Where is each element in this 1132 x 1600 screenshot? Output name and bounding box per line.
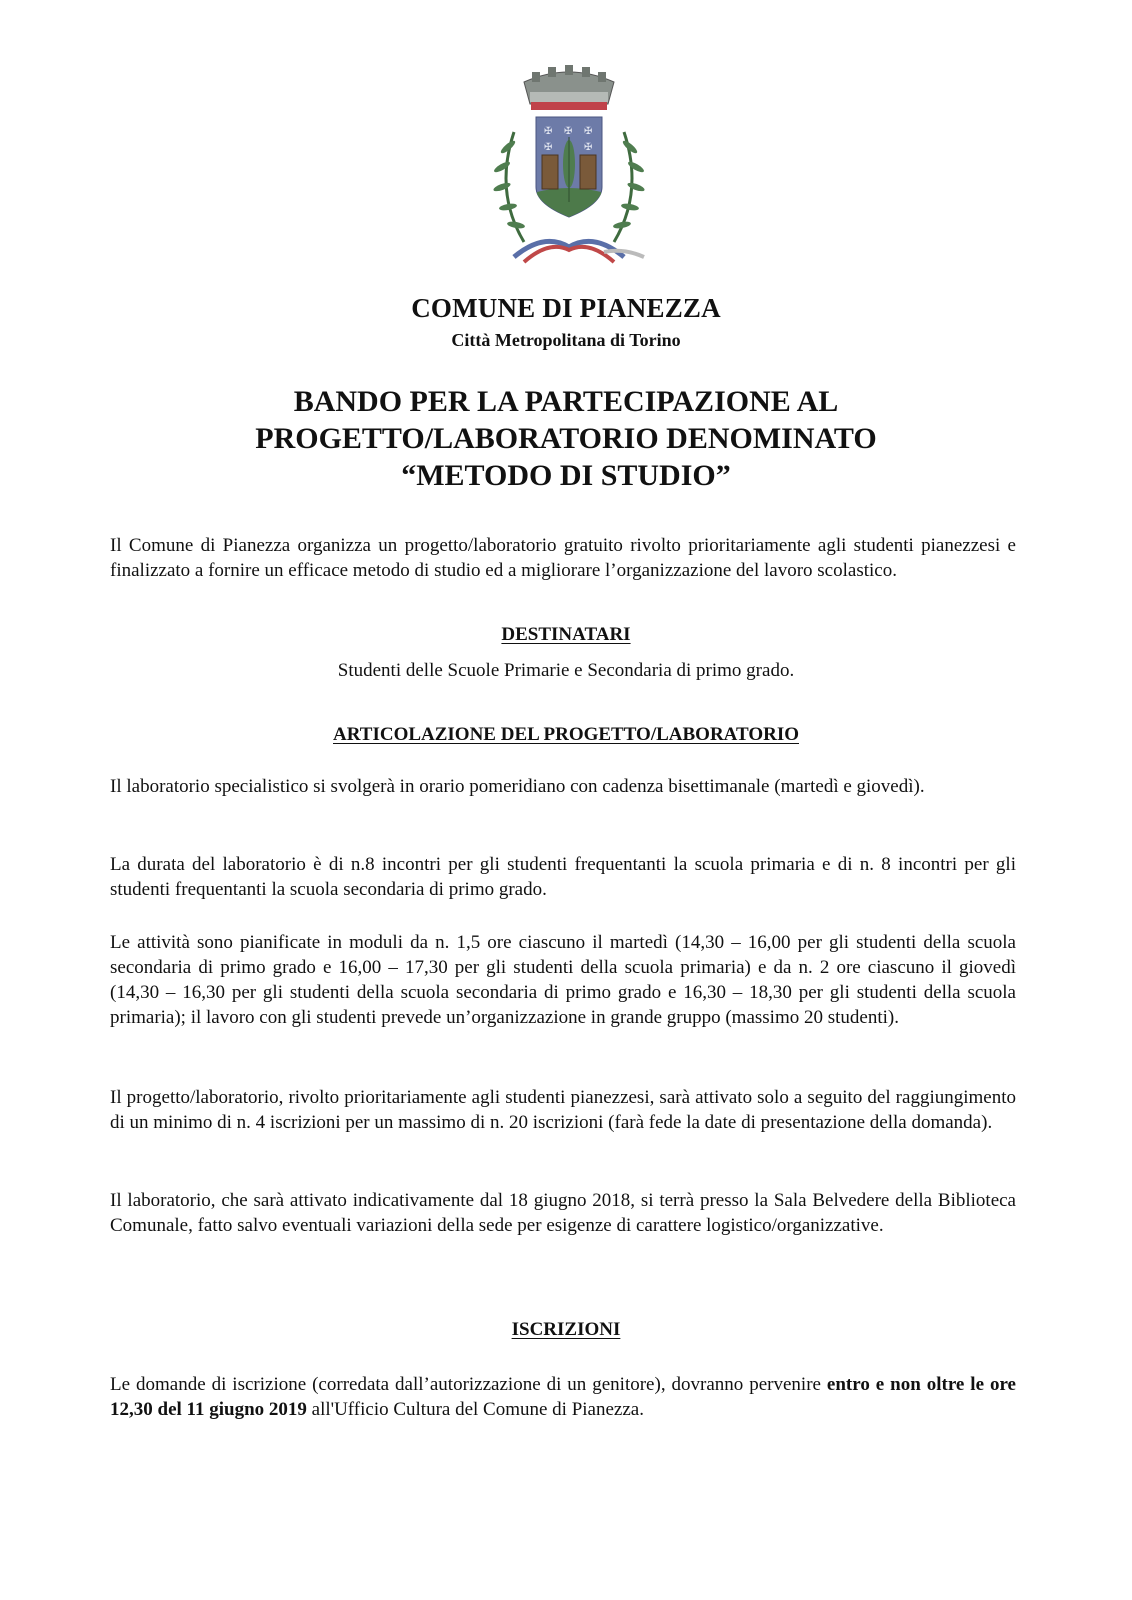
destinatari-text: Studenti delle Scuole Primarie e Secondaria di primo grado.	[337, 660, 795, 681]
section-heading-articolazione: ARTICOLAZIONE DEL PROGETTO/LABORATORIO	[333, 724, 799, 745]
section-heading-destinatari: DESTINATARI	[501, 624, 631, 645]
articolazione-paragraph: Le attività sono pianificate in moduli da n. 1,5 ore ciascuno il martedì (14,30 – 16,00 per gli studenti della scuola secondaria di primo grado e 16,00 – 17,30 per gli studenti della scuola primaria) e da n. 2 ore ciascuno il giovedì (14,30 – 16,30 per gli studenti della scuola secondaria di primo grado e 16,30 – 18,30 per gli studenti della scuola primaria); il lavoro con gli studenti prevede un’organizzazione in grande gruppo (massimo 20 studenti).	[110, 932, 1016, 1028]
svg-text:✠: ✠	[584, 126, 593, 137]
articolazione-paragraph: Il laboratorio specialistico si svolgerà in orario pomeridiano con cadenza bisettimanale (martedì e giovedì).	[110, 776, 925, 797]
title-line: PROGETTO/LABORATORIO DENOMINATO	[255, 422, 877, 455]
iscrizioni-paragraph	[110, 1372, 1016, 1422]
intro-paragraph: Il Comune di Pianezza organizza un progetto/laboratorio gratuito rivolto prioritariamente agli studenti pianezzesi e finalizzato a fornire un efficace metodo di studio ed a migliorare l’organizzazione del lavoro scolastico.	[110, 535, 1016, 581]
iscrizioni-office: all'Ufficio Cultura del Comune di Pianezza.	[306, 1399, 644, 1420]
section-heading-iscrizioni: ISCRIZIONI	[511, 1319, 621, 1340]
svg-text:✠: ✠	[564, 126, 573, 137]
svg-text:✠: ✠	[544, 126, 553, 137]
metropolitan-city: Città Metropolitana di Torino	[451, 330, 681, 350]
articolazione-paragraph: La durata del laboratorio è di n.8 incontri per gli studenti frequentanti la scuola primaria e di n. 8 incontri per gli studenti frequentanti la scuola secondaria di primo grado.	[110, 854, 1016, 900]
iscrizioni-deadline: entro e non oltre le ore 12,30 del 11 giugno 2019	[110, 1374, 1016, 1420]
title-line: BANDO PER LA PARTECIPAZIONE AL	[293, 385, 839, 418]
title-line: “METODO DI STUDIO”	[401, 459, 731, 492]
iscrizioni-text: Le domande di iscrizione (corredata dall’autorizzazione di un genitore), dovranno pervenire	[110, 1374, 827, 1395]
document-title	[0, 383, 1132, 494]
articolazione-paragraph: Il laboratorio, che sarà attivato indicativamente dal 18 giugno 2018, si terrà presso la Sala Belvedere della Biblioteca Comunale, fatto salvo eventuali variazioni della sede per esigenze di carattere logistico/organizzative.	[110, 1190, 1016, 1236]
svg-text:✠: ✠	[584, 142, 593, 153]
municipality-name: COMUNE DI PIANEZZA	[411, 293, 721, 323]
svg-text:✠: ✠	[544, 142, 553, 153]
coat-of-arms-icon	[484, 52, 654, 272]
articolazione-paragraph: Il progetto/laboratorio, rivolto prioritariamente agli studenti pianezzesi, sarà attivato solo a seguito del raggiungimento di un minimo di n. 4 iscrizioni per un massimo di n. 20 iscrizioni (farà fede la date di presentazione della domanda).	[110, 1087, 1016, 1133]
